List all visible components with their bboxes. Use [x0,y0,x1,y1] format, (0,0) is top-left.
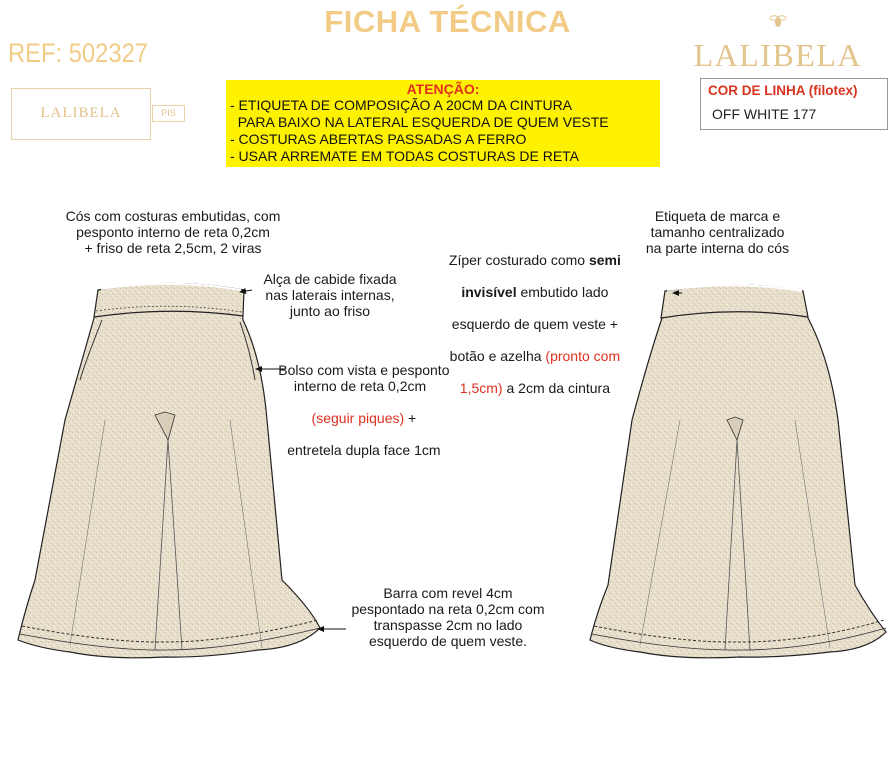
note-zipper-text-3: esquerdo de quem veste + [451,316,618,332]
note-waistband: Cós com costuras embutidas, com pesponto interno de reta 0,2cm + friso de reta 2,5cm, 2 viras [65,208,281,256]
attention-line-4: - USAR ARREMATE EM TODAS COSTURAS DE RETA [230,148,580,164]
note-zipper-text-2: embutido lado [516,284,609,300]
page-title: FICHA TÉCNICA [324,4,571,39]
note-zipper [426,236,636,396]
note-pocket-plus: + [404,410,417,426]
attention-line-2: PARA BAIXO NA LATERAL ESQUERDA DE QUEM VESTE [230,114,609,130]
front-skirt-drawing [18,284,320,658]
note-pocket-red: (seguir piques) [311,410,405,426]
label-tag: PIS [152,105,185,122]
attention-line-3: - COSTURAS ABERTAS PASSADAS A FERRO [230,131,527,147]
note-zipper-text-1: Zíper costurado como [448,252,589,268]
attention-title: ATENÇÃO: [406,81,480,97]
note-zipper-text-5: a 2cm da cintura [502,380,610,396]
note-zipper-red-1: (pronto com [545,348,621,364]
attention-line-1: - ETIQUETA DE COMPOSIÇÃO A 20CM DA CINTURA [230,97,573,113]
brand-logo: LALIBELA [693,37,862,73]
note-zipper-text-4: botão e azelha [449,348,546,364]
thread-color-title: COR DE LINHA (filotex) [708,83,858,98]
note-brand-label: Etiqueta de marca e tamanho centralizado na parte interna do cós [645,208,790,256]
note-hanger-loop: Alça de cabide fixada nas laterais internas, junto ao friso [263,271,397,319]
note-pocket-text-2: entretela dupla face 1cm [287,442,441,458]
note-zipper-bold-1: semi [588,252,621,268]
note-zipper-red-2: 1,5cm) [459,380,503,396]
note-pocket-text-1: Bolso com vista e pesponto interno de reta 0,2cm [278,362,450,394]
note-zipper-bold-2: invisível [461,284,517,300]
note-hem: Barra com revel 4cm pespontado na reta 0,2cm com transpasse 2cm no lado esquerdo de quem veste. [351,585,545,649]
label-brand-text: LALIBELA [40,105,122,121]
reference-code: REF: 502327 [8,38,149,68]
thread-color-value: OFF WHITE 177 [712,106,817,122]
